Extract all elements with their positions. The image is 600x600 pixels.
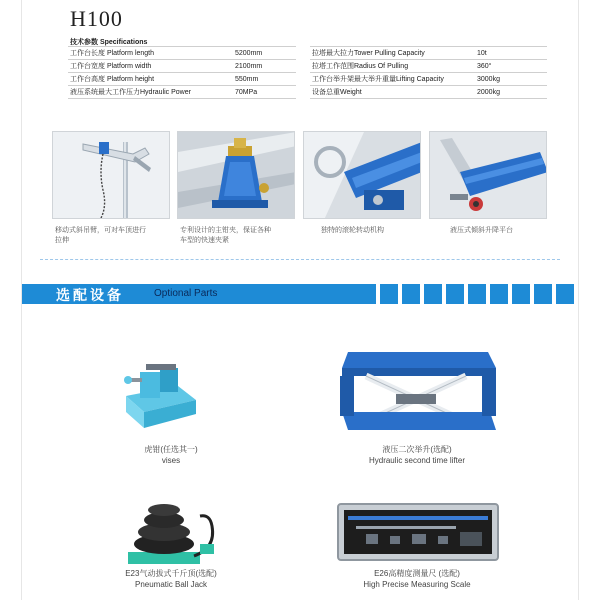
caption-line: 车型的快速夹紧 xyxy=(180,237,229,244)
spec-row xyxy=(310,86,547,99)
banner-title-cn: 选配设备 xyxy=(56,287,124,303)
spec-value: 3000kg xyxy=(475,73,547,86)
accessory-name-en: Pneumatic Ball Jack xyxy=(134,580,208,589)
page-edge-right xyxy=(578,0,579,600)
spec-row xyxy=(310,60,547,73)
feature-caption-tilt-platform xyxy=(450,226,560,236)
accessory-caption-pneumatic-jack xyxy=(76,568,266,590)
spec-row xyxy=(310,47,547,60)
spec-value: 70MPa xyxy=(233,86,296,99)
accessory-name-cn: 虎钳(任选其一) xyxy=(144,445,198,454)
accessory-name-en: vises xyxy=(161,456,181,465)
spec-label: 液压系统最大工作压力Hydraulic Power xyxy=(68,86,233,99)
accessory-name-en: High Precise Measuring Scale xyxy=(363,580,471,589)
spec-label: 工作台宽度 Platform width xyxy=(68,60,233,73)
specs-heading: 技术参数 Specifications xyxy=(70,39,148,46)
banner-square xyxy=(534,284,552,304)
banner-square xyxy=(380,284,398,304)
spec-row xyxy=(68,86,296,99)
spec-label: 拉塔最大拉力Tower Pulling Capacity xyxy=(310,47,475,60)
spec-value: 10t xyxy=(475,47,547,60)
banner-square xyxy=(490,284,508,304)
spec-value: 550mm xyxy=(233,73,296,86)
banner-square xyxy=(468,284,486,304)
section-divider xyxy=(40,259,560,260)
accessory-caption-measuring-scale xyxy=(322,568,512,590)
feature-photo-tilt-platform xyxy=(429,131,547,219)
spec-value: 2100mm xyxy=(233,60,296,73)
banner-square xyxy=(424,284,442,304)
model-title: H100 xyxy=(70,6,123,31)
spec-value: 360° xyxy=(475,60,547,73)
caption-line: 液压式倾斜升降平台 xyxy=(450,227,513,234)
spec-label: 工作台举升架最大举升重量Lifting Capacity xyxy=(310,73,475,86)
spec-label: 拉塔工作范围Radius Of Pulling xyxy=(310,60,475,73)
caption-line: 专利设计的主钳夹，保证各种 xyxy=(180,227,271,234)
banner-square xyxy=(446,284,464,304)
accessory-caption-vise xyxy=(76,444,266,466)
banner-square xyxy=(402,284,420,304)
pneumatic-jack-image xyxy=(124,496,220,573)
accessory-name-cn: E23气动拔式千斤顶(选配) xyxy=(125,569,217,578)
hydraulic-lifter-image xyxy=(336,346,500,441)
banner-title-en: Optional Parts xyxy=(154,288,218,299)
measuring-scale-image xyxy=(336,500,500,569)
accessory-name-en: Hydraulic second time lifter xyxy=(368,456,466,465)
spec-label: 工作台长度 Platform length xyxy=(68,47,233,60)
feature-photo-main-clamp xyxy=(177,131,295,219)
accessory-name-cn: E26高精度测量尺 (选配) xyxy=(374,569,460,578)
spec-row xyxy=(68,73,296,86)
spec-value: 2000kg xyxy=(475,86,547,99)
caption-line: 拉伸 xyxy=(55,237,69,244)
banner-square xyxy=(512,284,530,304)
caption-line: 独特的滚轮转动机构 xyxy=(321,227,384,234)
accessory-caption-hydraulic-lifter xyxy=(322,444,512,466)
banner-square xyxy=(556,284,574,304)
spec-value: 5200mm xyxy=(233,47,296,60)
caption-line: 移动式斜吊臂，可对车顶进行 xyxy=(55,227,146,234)
accessory-name-cn: 液压二次举升(选配) xyxy=(382,445,452,454)
vise-image xyxy=(118,356,204,441)
specs-table-left xyxy=(68,46,296,99)
spec-row xyxy=(310,73,547,86)
spec-row xyxy=(68,47,296,60)
optional-parts-banner xyxy=(22,284,578,304)
feature-photo-roller-mechanism xyxy=(303,131,421,219)
spec-row xyxy=(68,60,296,73)
feature-caption-main-clamp xyxy=(180,226,300,246)
feature-caption-pulling-arm xyxy=(55,226,175,246)
specs-table-right xyxy=(310,46,547,99)
feature-photo-pulling-arm xyxy=(52,131,170,219)
spec-label: 设备总重Weight xyxy=(310,86,475,99)
spec-label: 工作台高度 Platform height xyxy=(68,73,233,86)
feature-caption-roller xyxy=(321,226,431,236)
